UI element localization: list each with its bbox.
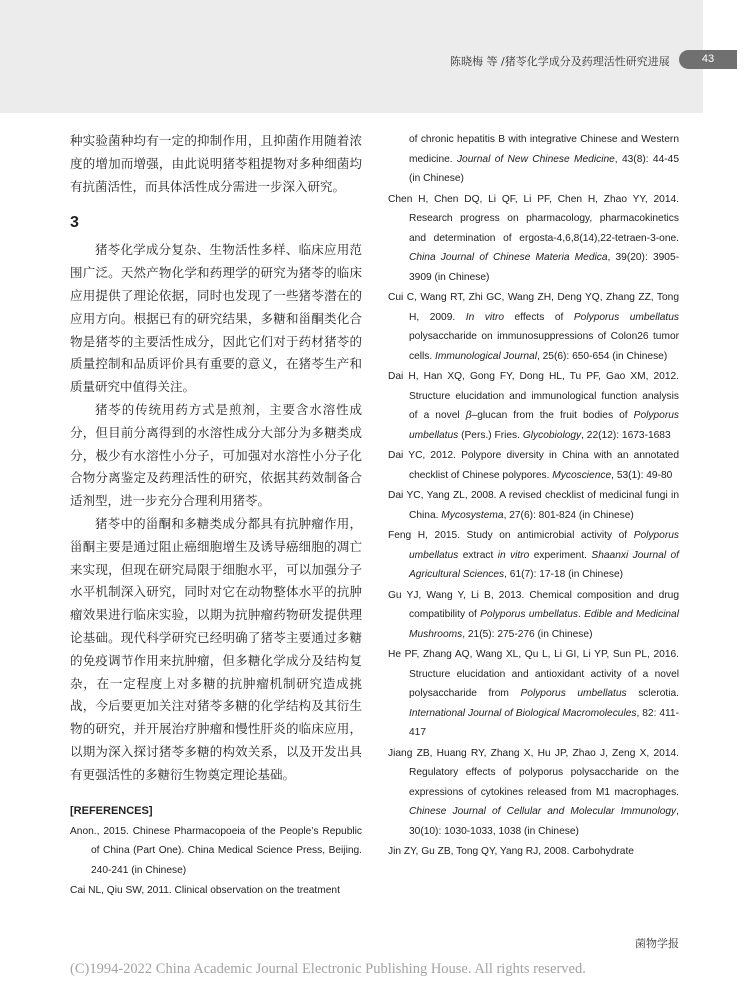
- reference-entry: Chen H, Chen DQ, Li QF, Li PF, Chen H, Zhao YY, 2014. Research progress on pharmacology, pharmacokinetics and determination of ergosta-4,6,8(14),22-tetraen-3-one. China Journal of Chinese Materia Medica, 39(20): 3905-3909 (in Chinese): [388, 193, 679, 283]
- running-head: 陈晓梅 等 /猪苓化学成分及药理活性研究进展: [450, 55, 670, 68]
- reference-entry: Gu YJ, Wang Y, Li B, 2013. Chemical composition and drug compatibility of Polyporus umbellatus. Edible and Medicinal Mushrooms, 21(5): 275-276 (in Chinese): [388, 589, 679, 640]
- copyright-notice: (C)1994-2022 China Academic Journal Electronic Publishing House. All rights reserved.: [70, 961, 586, 977]
- right-column: [388, 130, 679, 863]
- reference-entry: Feng H, 2015. Study on antimicrobial activity of Polyporus umbellatus extract in vitro experiment. Shaanxi Journal of Agricultural Sciences, 61(7): 17-18 (in Chinese): [388, 530, 680, 580]
- body-paragraph: 猪苓中的甾酮和多糖类成分都具有抗肿瘤作用，甾酮主要是通过阻止癌细胞增生及诱导癌细胞的凋亡来实现，但现在研究局限于细胞水平，可以加强分子水平机制深入研究，同时对它在动物整体水平的抗肿瘤效果进行临床实验，以期为抗肿瘤药物研发提供理论基础。现代科学研究已经明确了猪苓主要通过多糖的免疫调节作用来抗肿瘤，但多糖化学成分及结构复杂，在一定程度上对多糖的抗肿瘤机制研究造成挑战，今后要更加关注对猪苓多糖的化学结构及其衍生物的研究，并开展治疗肿瘤和慢性肝炎的临床应用，以期为深入探讨猪苓多糖的构效关系，以及开发出具有更强活性的多糖衍生物奠定理论基础。: [70, 515, 362, 782]
- reference-entry: Jin ZY, Gu ZB, Tong QY, Yang RJ, 2008. Carbohydrate: [388, 846, 634, 857]
- references-heading: [REFERENCES]: [70, 804, 153, 817]
- left-column: [70, 130, 362, 902]
- reference-entry: Cai NL, Qiu SW, 2011. Clinical observation on the treatment: [70, 885, 340, 897]
- footer-journal-name: 菌物学报: [635, 937, 679, 950]
- reference-entry: Anon., 2015. Chinese Pharmacopoeia of the People’s Republic of China (Part One). China Medical Science Press, Beijing. 240-241 (in Chinese): [70, 825, 362, 876]
- body-paragraph: 猪苓的传统用药方式是煎剂，主要含水溶性成分，但目前分离得到的水溶性成分大部分为多糖类成分，极少有水溶性小分子，可加强对水溶性小分子化合物分离鉴定及药理活性的研究，依据其药效制备合适剂型，进一步充分合理利用猪苓。: [70, 401, 362, 509]
- reference-entry: Cui C, Wang RT, Zhi GC, Wang ZH, Deng YQ, Zhang ZZ, Tong H, 2009. In vitro effects of Polyporus umbellatus polysaccharide on immunosuppressions of Colon26 tumor cells. Immunological Journal, 25(6): 650-654 (in Chinese): [388, 292, 679, 362]
- reference-entry: Jiang ZB, Huang RY, Zhang X, Hu JP, Zhao J, Zeng X, 2014. Regulatory effects of polyporus polysaccharide on the expressions of cytokines released from M1 macrophages. Chinese Journal of Cellular and Molecular Immunology, 30(10): 1030-1033, 1038 (in Chinese): [388, 747, 679, 837]
- reference-entry: Dai H, Han XQ, Gong FY, Dong HL, Tu PF, Gao XM, 2012. Structure elucidation and immunological function analysis of a novel β–glucan from the fruit bodies of Polyporus umbellatus (Pers.) Fries. Glycobiology, 22(12): 1673-1683: [388, 371, 679, 441]
- section-number: 3: [70, 214, 79, 232]
- reference-entry-continued: of chronic hepatitis B with integrative Chinese and Western medicine. Journal of New Chinese Medicine, 43(8): 44-45 (in Chinese): [409, 134, 679, 184]
- reference-entry: Dai YC, Yang ZL, 2008. A revised checklist of medicinal fungi in China. Mycosystema, 27(6): 801-824 (in Chinese): [388, 490, 679, 521]
- reference-entry: He PF, Zhang AQ, Wang XL, Qu L, Li GI, Li YP, Sun PL, 2016. Structure elucidation and antioxidant activity of a novel polysaccharide from Polyporus umbellatus sclerotia. International Journal of Biological Macromolecules, 82: 411-417: [388, 649, 679, 738]
- continued-paragraph: 种实验菌种均有一定的抑制作用，且抑菌作用随着浓度的增加而增强，由此说明猪苓粗提物对多种细菌均有抗菌活性，而具体活性成分需进一步深入研究。: [70, 133, 362, 194]
- body-paragraph: 猪苓化学成分复杂、生物活性多样、临床应用范围广泛。天然产物化学和药理学的研究为猪苓的临床应用提供了理论依据，同时也发现了一些猪苓潜在的应用方向。根据已有的研究结果，多糖和甾酮类化合物是猪苓的主要活性成分，因此它们对于药材猪苓的质量控制和品质评价具有重要的意义，在猪苓生产和质量研究中值得关注。: [70, 242, 362, 395]
- page-number-badge: 43: [679, 50, 737, 69]
- reference-entry: Dai YC, 2012. Polypore diversity in China with an annotated checklist of Chinese polypores. Mycoscience, 53(1): 49-80: [388, 450, 679, 481]
